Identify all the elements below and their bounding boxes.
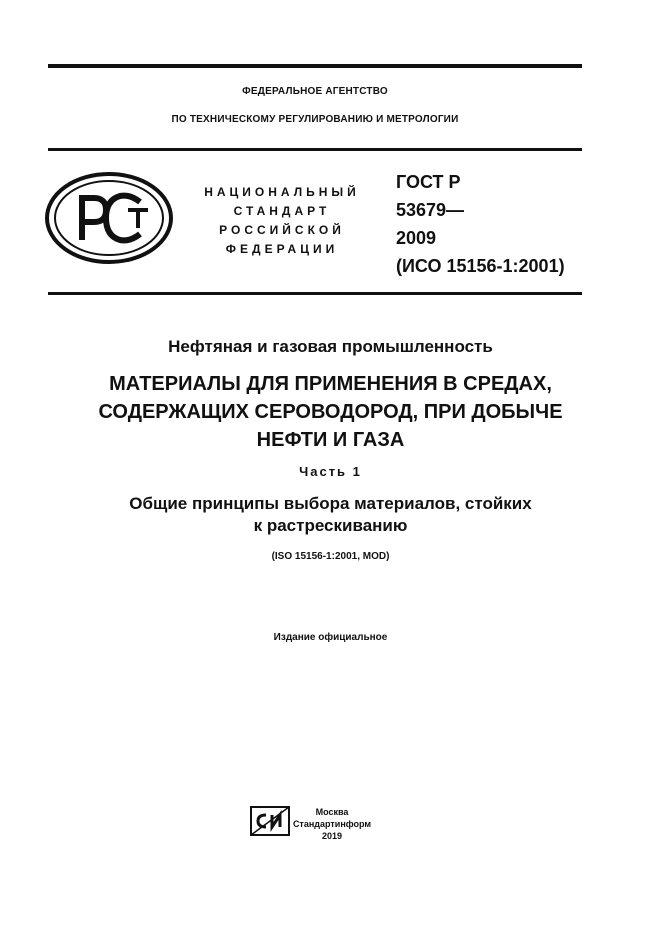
gost-r-emblem-icon xyxy=(44,170,174,266)
publisher-city: Москва xyxy=(315,807,349,817)
agency-line-2: ПО ТЕХНИЧЕСКОМУ РЕГУЛИРОВАНИЮ И МЕТРОЛОГИИ xyxy=(171,114,459,125)
main-title-line: СОДЕРЖАЩИХ СЕРОВОДОРОД, ПРИ ДОБЫЧЕ xyxy=(98,401,563,423)
standard-designation xyxy=(396,168,596,280)
subtitle-line: к растрескиванию xyxy=(253,516,408,535)
designation-line: 53679— xyxy=(396,200,465,220)
edition-label: Издание официальное xyxy=(273,632,388,643)
subtitle xyxy=(20,493,641,537)
designation-line: (ИСО 15156-1:2001) xyxy=(396,256,565,276)
designation-line: ГОСТ Р xyxy=(396,172,461,192)
national-standard-line: СТАНДАРТ xyxy=(233,204,331,218)
main-title xyxy=(20,370,641,454)
main-title-line: МАТЕРИАЛЫ ДЛЯ ПРИМЕНЕНИЯ В СРЕДАХ, xyxy=(109,373,552,395)
national-standard-label xyxy=(190,183,374,259)
agency-line-1: ФЕДЕРАЛЬНОЕ АГЕНТСТВО xyxy=(242,86,388,97)
standartinform-logo-icon xyxy=(250,806,290,836)
national-standard-line: ФЕДЕРАЦИИ xyxy=(225,242,339,256)
part-label: Часть 1 xyxy=(299,464,362,479)
header-rule xyxy=(48,148,582,151)
industry-heading: Нефтяная и газовая промышленность xyxy=(168,337,493,356)
standard-block-rule xyxy=(48,292,582,295)
publisher-name: Стандартинформ xyxy=(292,819,372,829)
main-title-line: НЕФТИ И ГАЗА xyxy=(256,429,405,451)
designation-line: 2009 xyxy=(396,228,437,248)
national-standard-line: НАЦИОНАЛЬНЫЙ xyxy=(204,185,360,199)
iso-reference: (ISO 15156-1:2001, MOD) xyxy=(271,551,390,562)
national-standard-line: РОССИЙСКОЙ xyxy=(219,223,345,237)
top-rule xyxy=(48,64,582,68)
subtitle-line: Общие принципы выбора материалов, стойких xyxy=(129,494,532,513)
publication-year: 2019 xyxy=(321,831,343,841)
publisher-info xyxy=(292,806,372,842)
